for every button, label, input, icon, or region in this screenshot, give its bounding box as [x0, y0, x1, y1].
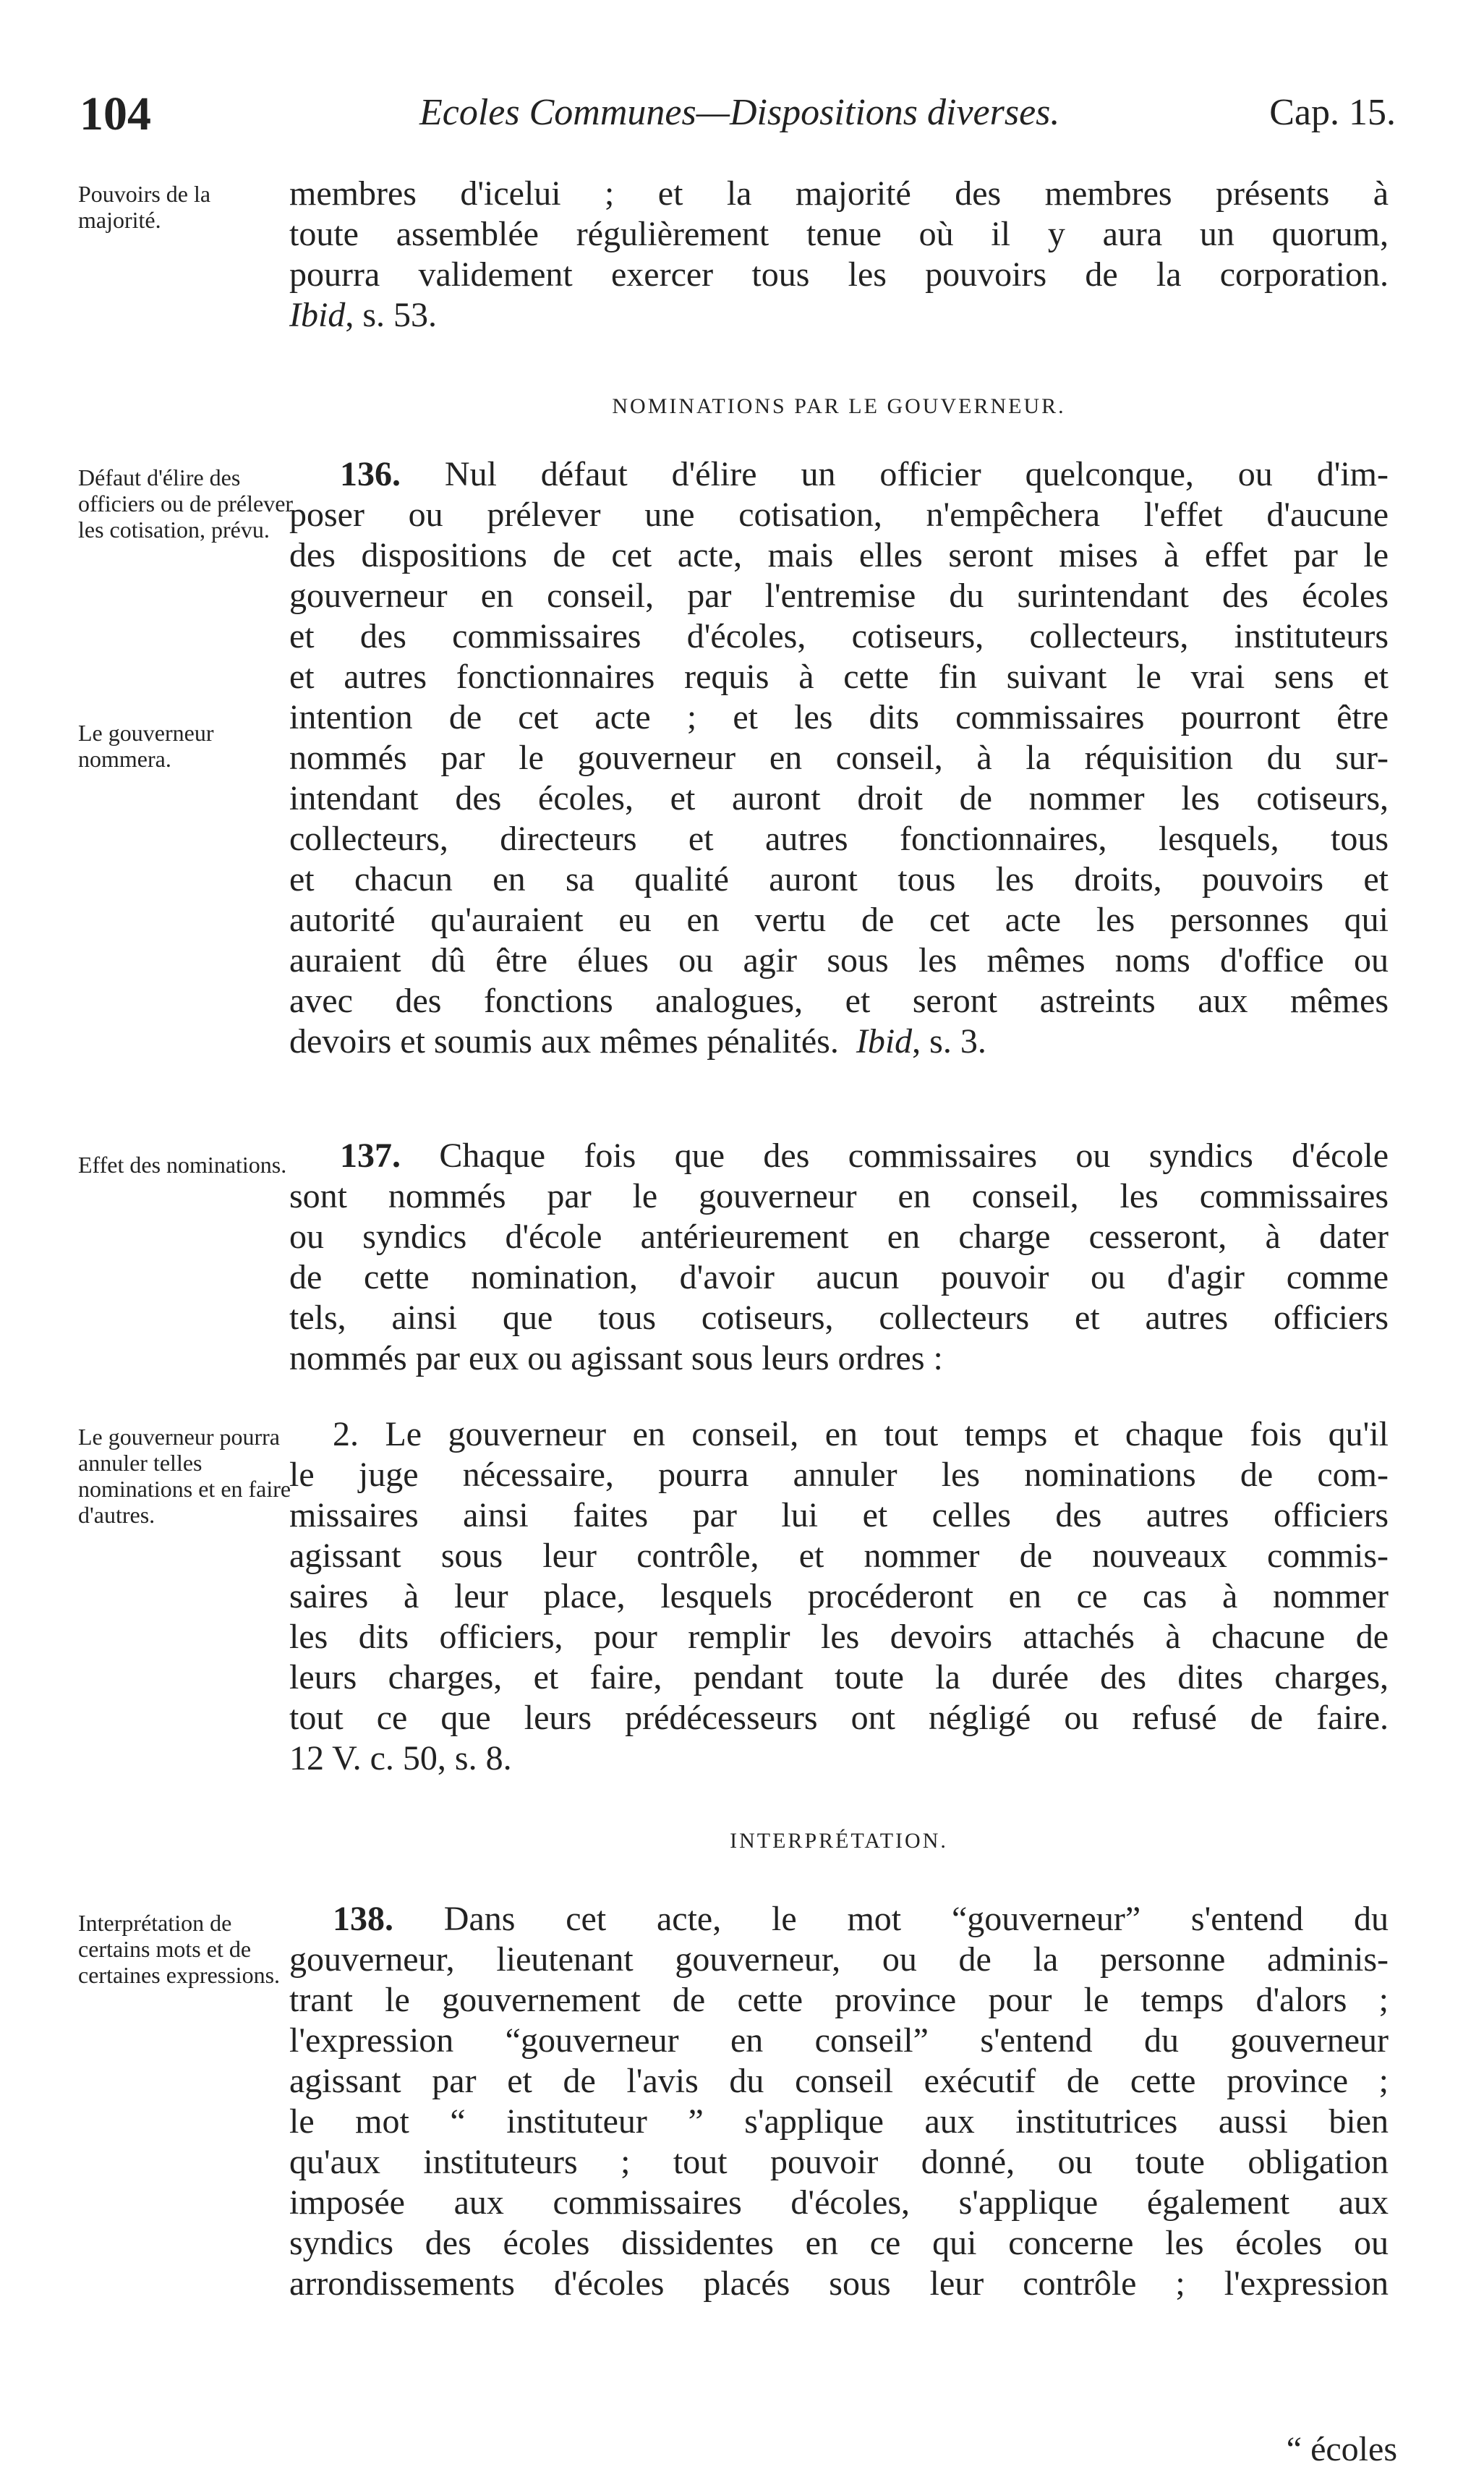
- text-line: et autres fonctionnaires requis à cette fin suivant le vrai sens et: [289, 658, 1389, 696]
- text-line: [289, 1021, 1389, 1062]
- citation-ibid: Ibid: [289, 296, 346, 334]
- text-line: pourra validement exercer tous les pouvoirs de la corporation.: [289, 255, 1389, 294]
- margin-note-pouvoirs: Pouvoirs de la majorité.: [78, 181, 211, 233]
- running-title: Ecoles Communes—Dispositions diverses.: [419, 92, 1060, 133]
- text-line: gouverneur en conseil, par l'entremise du surintendant des écoles: [289, 577, 1389, 615]
- text-run: Dans cet acte, le mot “gouverneur” s'entend du: [443, 1900, 1389, 1938]
- margin-note-gouverneur-nommera: Le gouverneur nommera.: [78, 720, 214, 772]
- text-run: Chaque fois que des commissaires ou syndics d'école: [439, 1137, 1389, 1175]
- text-line: le juge nécessaire, pourra annuler les nominations de com-: [289, 1456, 1389, 1494]
- text-line: membres d'icelui ; et la majorité des membres présents à: [289, 174, 1389, 213]
- section-number: 136.: [340, 455, 401, 493]
- text-line: [289, 1414, 1389, 1455]
- section-136: [289, 454, 1389, 1062]
- text-line: auraient dû être élues ou agir sous les mêmes noms d'office ou: [289, 941, 1389, 980]
- text-line: et chacun en sa qualité auront tous les droits, pouvoirs et: [289, 860, 1389, 899]
- text-line: les dits officiers, pour remplir les devoirs attachés à chacune de: [289, 1618, 1389, 1656]
- text-line: 12 V. c. 50, s. 8.: [289, 1739, 512, 1777]
- text-line: nommés par eux ou agissant sous leurs ordres :: [289, 1339, 943, 1377]
- text-run: Nul défaut d'élire un officier quelconque, ou d'im-: [444, 455, 1389, 493]
- text-line: [289, 1899, 1389, 1940]
- margin-note-defaut: Défaut d'élire des officiers ou de prélever les cotisation, prévu.: [78, 464, 294, 543]
- text-line: et des commissaires d'écoles, cotiseurs, collecteurs, instituteurs: [289, 617, 1389, 655]
- section-heading-interpretation: INTERPRÉTATION.: [730, 1829, 948, 1853]
- section-number: 137.: [340, 1137, 401, 1175]
- text-line: syndics des écoles dissidentes en ce qui concerne les écoles ou: [289, 2224, 1389, 2262]
- text-line: toute assemblée régulièrement tenue où il y aura un quorum,: [289, 215, 1389, 253]
- text-line: [289, 454, 1389, 495]
- citation-ibid: Ibid: [856, 1022, 913, 1061]
- text-line: tels, ainsi que tous cotiseurs, collecteurs et autres officiers: [289, 1299, 1389, 1337]
- text-line: trant le gouvernement de cette province pour le temps d'alors ;: [289, 1981, 1389, 2019]
- text-line: sont nommés par le gouverneur en conseil, les commissaires: [289, 1177, 1389, 1215]
- citation-ref: , s. 53.: [345, 296, 438, 334]
- text-line: le mot “ instituteur ” s'applique aux institutrices aussi bien: [289, 2102, 1389, 2141]
- text-line: avec des fonctions analogues, et seront astreints aux mêmes: [289, 982, 1389, 1020]
- section-heading-nominations: NOMINATIONS PAR LE GOUVERNEUR.: [612, 394, 1066, 418]
- catchword: “ écoles: [1286, 2430, 1397, 2468]
- margin-note-interpretation: Interprétation de certains mots et de certaines expressions.: [78, 1910, 281, 1988]
- citation-line: [289, 295, 1389, 336]
- text-line: poser ou prélever une cotisation, n'empêchera l'effet d'aucune: [289, 496, 1389, 534]
- text-line: arrondissements d'écoles placés sous leur contrôle ; l'expression: [289, 2264, 1389, 2303]
- text-line: saires à leur place, lesquels procéderont en ce cas à nommer: [289, 1577, 1389, 1615]
- citation-ref: , s. 3.: [912, 1022, 986, 1061]
- text-line: leurs charges, et faire, pendant toute la durée des dites charges,: [289, 1658, 1389, 1696]
- text-line: tout ce que leurs prédécesseurs ont négligé ou refusé de faire.: [289, 1699, 1389, 1737]
- text-line: agissant sous leur contrôle, et nommer de nouveaux commis-: [289, 1537, 1389, 1575]
- text-line: des dispositions de cet acte, mais elles seront mises à effet par le: [289, 536, 1389, 574]
- section-137: [289, 1136, 1389, 1379]
- text-run: 2. Le gouverneur en conseil, en tout temps et chaque fois qu'il: [333, 1415, 1389, 1453]
- section-number: 138.: [333, 1900, 393, 1938]
- text-line: qu'aux instituteurs ; tout pouvoir donné, ou toute obligation: [289, 2143, 1389, 2181]
- page-number: 104: [80, 88, 151, 140]
- text-line: autorité qu'auraient eu en vertu de cet acte les personnes qui: [289, 901, 1389, 939]
- text-line: l'expression “gouverneur en conseil” s'entend du gouverneur: [289, 2021, 1389, 2060]
- margin-note-annuler: Le gouverneur pourra annuler telles nominations et en faire d'autres.: [78, 1424, 291, 1528]
- text-line: gouverneur, lieutenant gouverneur, ou de la personne adminis-: [289, 1940, 1389, 1979]
- text-line: [289, 1136, 1389, 1176]
- text-line: missaires ainsi faites par lui et celles des autres officiers: [289, 1496, 1389, 1534]
- text-line: imposée aux commissaires d'écoles, s'applique également aux: [289, 2183, 1389, 2222]
- section-138: [289, 1899, 1389, 2304]
- chapter-label: Cap. 15.: [1269, 92, 1396, 133]
- text-line: nommés par le gouverneur en conseil, à la réquisition du sur-: [289, 739, 1389, 777]
- section-137-2: [289, 1414, 1389, 1779]
- text-line: agissant par et de l'avis du conseil exécutif de cette province ;: [289, 2062, 1389, 2100]
- running-header: [80, 87, 1396, 145]
- text-line: intention de cet acte ; et les dits commissaires pourront être: [289, 698, 1389, 736]
- text-line: intendant des écoles, et auront droit de nommer les cotiseurs,: [289, 779, 1389, 817]
- text-line: collecteurs, directeurs et autres fonctionnaires, lesquels, tous: [289, 820, 1389, 858]
- text-line: de cette nomination, d'avoir aucun pouvoir ou d'agir comme: [289, 1258, 1389, 1296]
- margin-note-effet: Effet des nominations.: [78, 1152, 287, 1178]
- text-run: devoirs et soumis aux mêmes pénalités.: [289, 1022, 839, 1061]
- text-line: ou syndics d'école antérieurement en charge cesseront, à dater: [289, 1218, 1389, 1256]
- paragraph-opening: [289, 174, 1389, 336]
